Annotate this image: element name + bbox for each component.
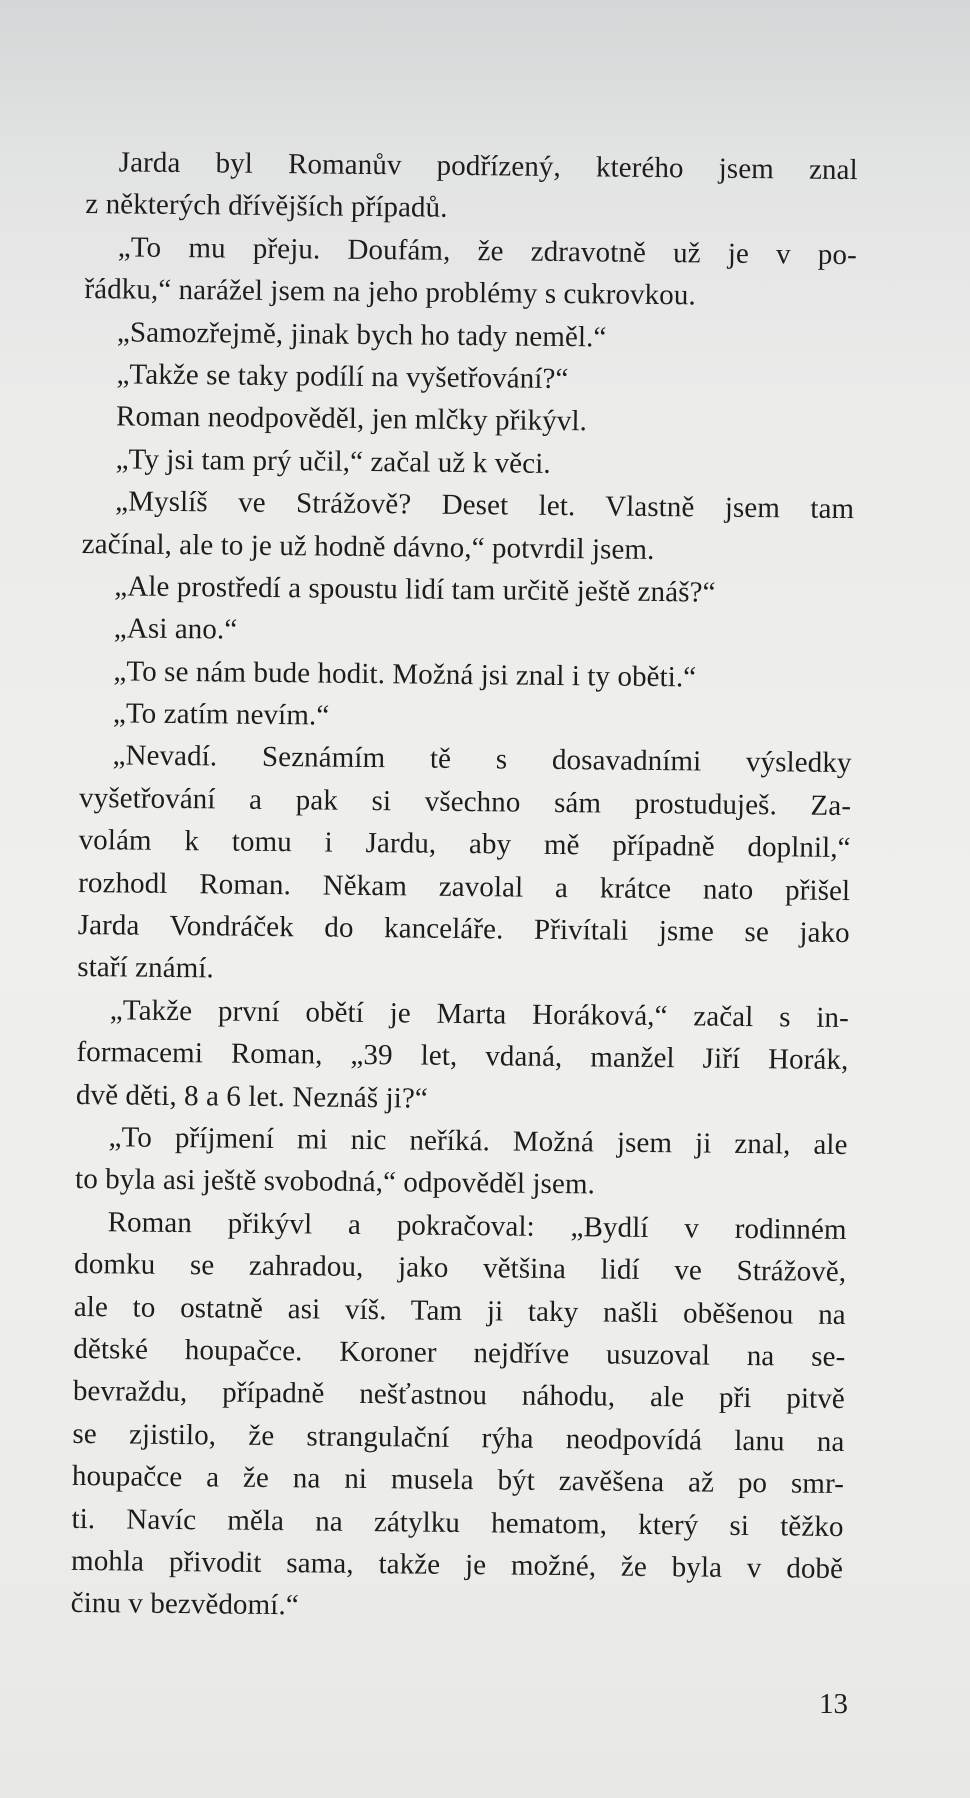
text-line: „To se nám bude hodit. Možná jsi znal i ty oběti.“	[113, 655, 697, 694]
text-line: formacemi Roman, „39 let, vdaná, manžel Jiří Horák,	[76, 1036, 849, 1077]
body-text	[70, 141, 857, 1633]
text-line: „Ty jsi tam prý učil,“ začal už k věci.	[115, 443, 551, 480]
text-line: domku se zahradou, jako většina lidí ve Strážově,	[74, 1248, 847, 1289]
text-line: ale to ostatně asi víš. Tam ji taky našli oběšenou na	[73, 1290, 846, 1331]
text-line: Roman přikývl a pokračoval: „Bydlí v rodinném	[107, 1206, 847, 1246]
page-number: 13	[819, 1688, 848, 1720]
text-line: z některých dřívějších případů.	[85, 188, 448, 225]
text-line: činu v bezvědomí.“	[70, 1587, 299, 1622]
text-line: se zjistilo, že strangulační rýha neodpovídá lanu na	[72, 1417, 845, 1458]
text-line: „Ale prostředí a spoustu lidí tam určitě ještě znáš?“	[114, 570, 716, 609]
text-line: houpačce a že na ni musela být zavěšena až po smr-	[71, 1460, 845, 1501]
text-line: dvě děti, 8 a 6 let. Neznáš ji?“	[75, 1078, 429, 1115]
text-line: Jarda Vondráček do kanceláře. Přivítali jsme se jako	[77, 908, 850, 950]
text-line: dětské houpačce. Koroner nejdříve usuzoval na se-	[73, 1332, 846, 1373]
text-line: „Nevadí. Seznámím tě s dosavadními výsledky	[112, 739, 852, 780]
text-line: rozhodl Roman. Někam zavolal a krátce nato přišel	[78, 866, 851, 907]
text-line: bevraždu, případně nešťastnou náhodu, ale při pitvě	[72, 1375, 846, 1416]
text-line: „Takže se taky podílí na vyšetřování?“	[116, 358, 569, 396]
text-line: řádku,“ narážel jsem na jeho problémy s cukrovkou.	[84, 273, 696, 312]
text-line: „Asi ano.“	[113, 612, 238, 646]
text-line: ti. Navíc měla na zátylku hematom, který si těžko	[71, 1502, 844, 1543]
text-line: začínal, ale to je už hodně dávno,“ potvrdil jsem.	[81, 527, 655, 566]
text-line: to byla asi ještě svobodná,“ odpověděl jsem.	[74, 1163, 596, 1201]
text-line: „To mu přeju. Doufám, že zdravotně už je v po-	[117, 231, 858, 271]
text-line: „To příjmení mi nic neříká. Možná jsem ji znal, ale	[108, 1121, 848, 1162]
text-line: vyšetřování a pak si všechno sám prostuduješ. Za-	[78, 781, 852, 822]
text-line: Roman neodpověděl, jen mlčky přikývl.	[115, 400, 588, 438]
text-line: „Samozřejmě, jinak bych ho tady neměl.“	[116, 315, 607, 354]
text-line: Jarda byl Romanův podřízený, kterého jsem znal	[118, 146, 858, 187]
text-line: volám k tomu i Jardu, aby mě případně doplnil,“	[78, 824, 851, 865]
text-line: „To zatím nevím.“	[112, 697, 330, 732]
text-line: mohla přivodit sama, takže je možné, že byla v době	[70, 1544, 844, 1585]
text-line: „Takže první obětí je Marta Horáková,“ začal s in-	[109, 994, 850, 1034]
text-line: „Myslíš ve Strážově? Deset let. Vlastně jsem tam	[115, 485, 855, 526]
text-line: staří známí.	[77, 951, 215, 985]
